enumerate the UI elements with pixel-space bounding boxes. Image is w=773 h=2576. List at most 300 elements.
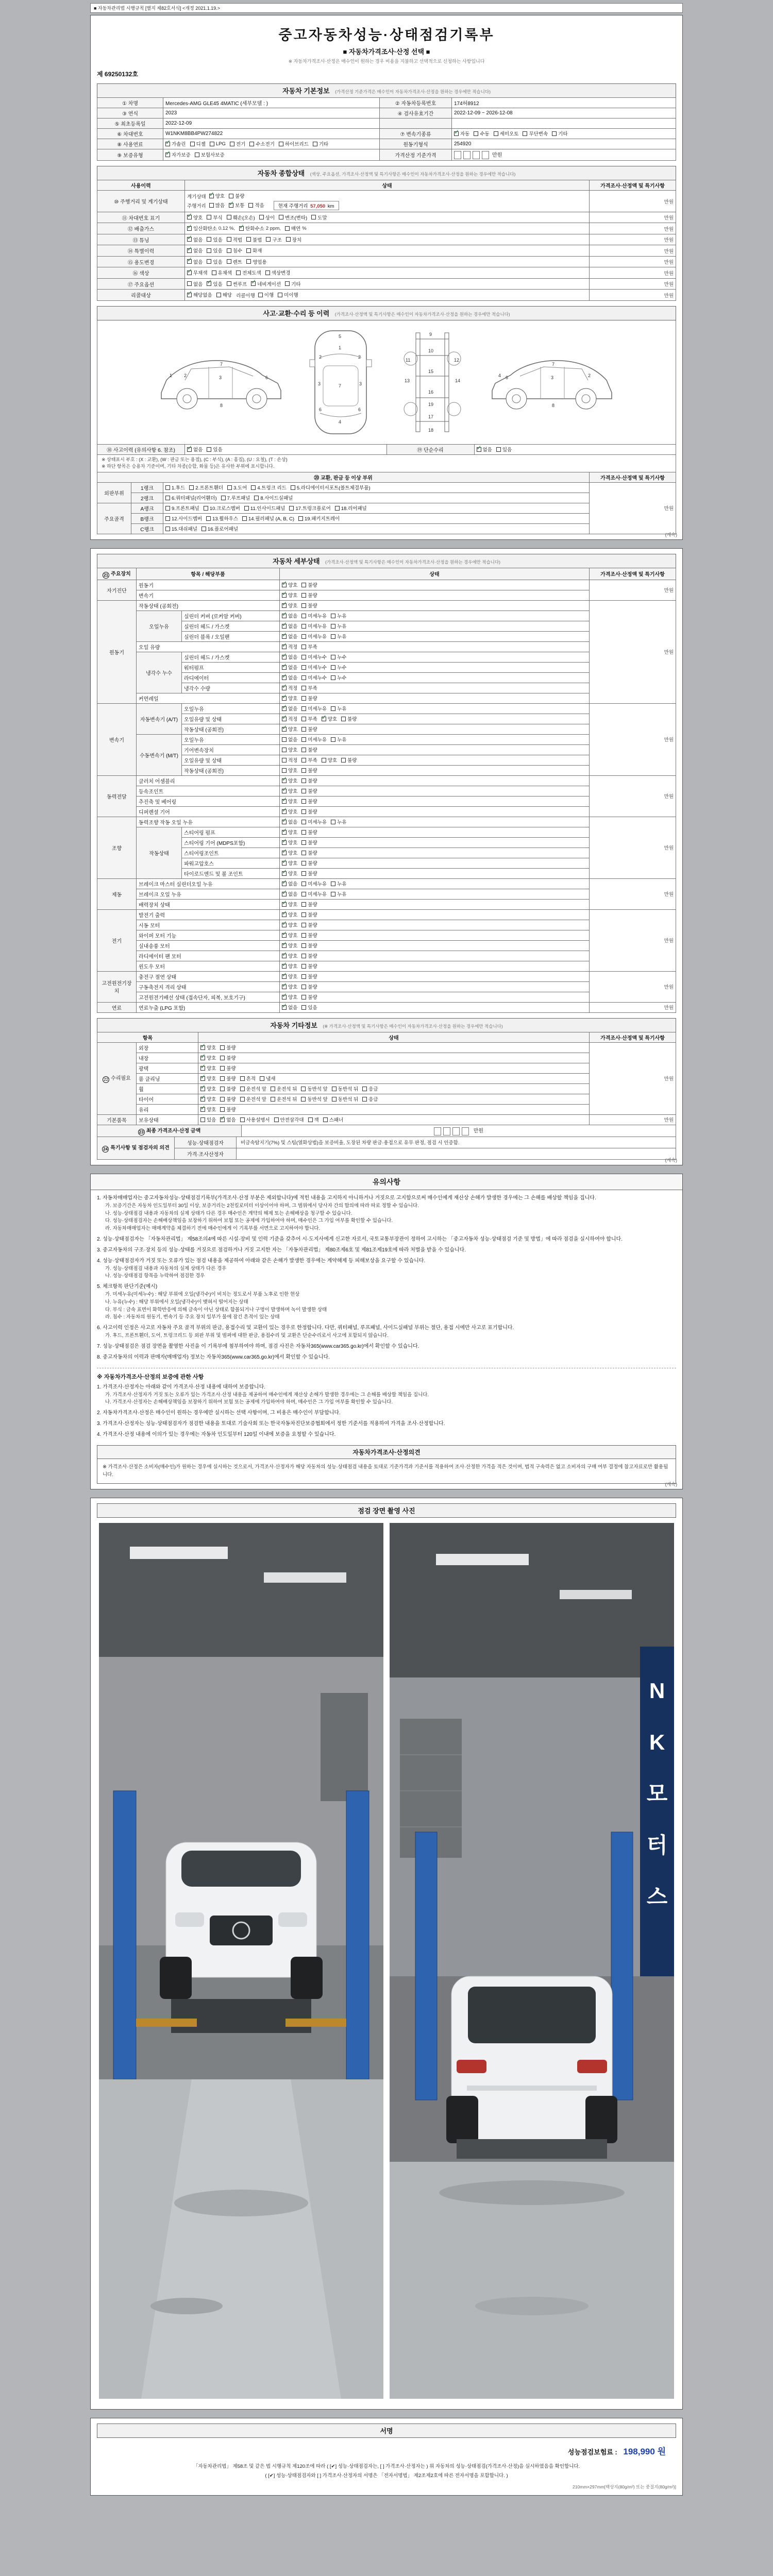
checkbox-option[interactable] <box>195 151 225 158</box>
checkbox-unchecked[interactable] <box>282 768 287 773</box>
checkbox-unchecked[interactable] <box>323 1117 328 1122</box>
checkbox-unchecked[interactable] <box>301 778 306 783</box>
checkbox-unchecked[interactable] <box>301 727 306 732</box>
checkbox-option[interactable] <box>474 130 489 137</box>
checkbox-option[interactable] <box>282 653 297 660</box>
checkbox-unchecked[interactable] <box>301 892 306 896</box>
checkbox-option[interactable] <box>248 201 264 209</box>
checkbox-option[interactable] <box>301 664 327 671</box>
checkbox-unchecked[interactable] <box>220 1045 225 1050</box>
checkbox-unchecked[interactable] <box>227 485 232 490</box>
checkbox-unchecked[interactable] <box>165 516 170 521</box>
checkbox-unchecked[interactable] <box>301 912 306 917</box>
checkbox-checked[interactable]: ✓ <box>187 267 193 275</box>
checkbox-unchecked[interactable] <box>220 1097 225 1101</box>
checkbox-unchecked[interactable] <box>301 954 306 958</box>
checkbox-unchecked[interactable] <box>301 923 306 927</box>
checkbox-checked[interactable]: ✓ <box>282 940 288 947</box>
checkbox-unchecked[interactable] <box>220 1066 225 1071</box>
checkbox-option[interactable] <box>301 1004 317 1011</box>
checkbox-option[interactable] <box>301 808 317 815</box>
checkbox-option[interactable] <box>187 214 203 221</box>
checkbox-option[interactable] <box>278 291 298 298</box>
checkbox-checked[interactable]: ✓ <box>282 620 288 628</box>
checkbox-unchecked[interactable] <box>311 215 316 219</box>
checkbox-checked[interactable]: ✓ <box>282 631 288 638</box>
checkbox-option[interactable] <box>301 705 327 712</box>
checkbox-option[interactable] <box>331 664 346 671</box>
checkbox-unchecked[interactable] <box>190 142 195 146</box>
checkbox-option[interactable] <box>229 201 244 209</box>
checkbox-checked[interactable]: ✓ <box>282 857 288 865</box>
checkbox-option[interactable] <box>207 247 222 254</box>
checkbox-checked[interactable]: ✓ <box>282 682 288 690</box>
checkbox-checked[interactable]: ✓ <box>282 991 288 999</box>
checkbox-checked[interactable]: ✓ <box>282 868 288 875</box>
checkbox-checked[interactable]: ✓ <box>187 234 193 242</box>
checkbox-option[interactable] <box>282 787 297 794</box>
checkbox-unchecked[interactable] <box>332 1087 337 1091</box>
checkbox-unchecked[interactable] <box>496 447 501 452</box>
checkbox-unchecked[interactable] <box>301 614 306 618</box>
checkbox-option[interactable] <box>301 694 317 702</box>
checkbox-unchecked[interactable] <box>230 142 234 146</box>
checkbox-option[interactable] <box>301 921 317 928</box>
checkbox-unchecked[interactable] <box>249 142 254 146</box>
checkbox-unchecked[interactable] <box>331 820 335 824</box>
checkbox-unchecked[interactable] <box>301 882 306 886</box>
checkbox-checked[interactable]: ✓ <box>282 826 288 834</box>
checkbox-option[interactable] <box>301 1085 327 1092</box>
checkbox-unchecked[interactable] <box>362 1087 367 1091</box>
checkbox-option[interactable] <box>301 870 317 877</box>
checkbox-option[interactable] <box>282 705 297 712</box>
checkbox-unchecked[interactable] <box>209 203 214 208</box>
checkbox-option[interactable] <box>200 1064 216 1072</box>
checkbox-unchecked[interactable] <box>216 293 221 297</box>
checkbox-unchecked[interactable] <box>474 131 478 136</box>
checkbox-option[interactable] <box>301 736 327 743</box>
checkbox-option[interactable] <box>301 591 317 599</box>
checkbox-option[interactable] <box>301 612 327 619</box>
checkbox-option[interactable] <box>282 849 297 856</box>
checkbox-option[interactable] <box>227 247 242 254</box>
checkbox-option[interactable] <box>552 130 567 137</box>
checkbox-option[interactable] <box>240 1085 266 1092</box>
checkbox-option[interactable] <box>282 880 297 887</box>
checkbox-unchecked[interactable] <box>279 142 283 146</box>
checkbox-option[interactable] <box>206 515 238 522</box>
checkbox-unchecked[interactable] <box>494 131 498 136</box>
checkbox-unchecked[interactable] <box>210 142 214 146</box>
checkbox-option[interactable] <box>301 653 327 660</box>
checkbox-checked[interactable]: ✓ <box>165 138 171 146</box>
checkbox-unchecked[interactable] <box>331 624 335 629</box>
checkbox-unchecked[interactable] <box>331 706 335 711</box>
checkbox-checked[interactable]: ✓ <box>209 190 214 198</box>
checkbox-unchecked[interactable] <box>227 215 231 219</box>
checkbox-checked[interactable]: ✓ <box>282 950 288 958</box>
checkbox-option[interactable] <box>204 504 240 512</box>
checkbox-option[interactable] <box>282 983 297 990</box>
checkbox-unchecked[interactable] <box>301 871 306 876</box>
checkbox-checked[interactable]: ✓ <box>282 837 288 844</box>
checkbox-option[interactable] <box>331 705 346 712</box>
checkbox-option[interactable] <box>282 993 297 1001</box>
checkbox-option[interactable] <box>249 140 275 147</box>
checkbox-option[interactable] <box>301 674 327 681</box>
checkbox-unchecked[interactable] <box>298 516 303 521</box>
checkbox-unchecked[interactable] <box>341 758 346 762</box>
checkbox-option[interactable] <box>301 901 317 908</box>
checkbox-option[interactable] <box>190 140 206 147</box>
checkbox-checked[interactable]: ✓ <box>454 128 460 135</box>
checkbox-unchecked[interactable] <box>227 281 231 286</box>
checkbox-option[interactable] <box>200 1106 216 1113</box>
checkbox-option[interactable] <box>301 818 327 825</box>
checkbox-option[interactable] <box>454 130 469 137</box>
checkbox-unchecked[interactable] <box>331 655 335 659</box>
checkbox-option[interactable] <box>308 1116 319 1123</box>
checkbox-option[interactable] <box>301 602 317 609</box>
checkbox-option[interactable] <box>187 446 203 453</box>
checkbox-checked[interactable]: ✓ <box>187 245 193 252</box>
checkbox-option[interactable] <box>246 236 262 243</box>
checkbox-option[interactable] <box>187 225 235 232</box>
checkbox-option[interactable] <box>282 746 297 753</box>
checkbox-option[interactable] <box>282 725 297 733</box>
checkbox-checked[interactable]: ✓ <box>282 600 288 607</box>
checkbox-checked[interactable]: ✓ <box>165 149 171 157</box>
checkbox-checked[interactable]: ✓ <box>282 713 288 721</box>
checkbox-option[interactable] <box>494 130 519 137</box>
checkbox-unchecked[interactable] <box>301 943 306 948</box>
checkbox-checked[interactable]: ✓ <box>282 816 288 824</box>
checkbox-option[interactable] <box>239 225 281 232</box>
checkbox-option[interactable] <box>301 581 317 588</box>
checkbox-unchecked[interactable] <box>265 270 270 275</box>
checkbox-unchecked[interactable] <box>301 748 306 752</box>
checkbox-unchecked[interactable] <box>331 892 335 896</box>
checkbox-option[interactable] <box>282 962 297 970</box>
checkbox-option[interactable] <box>200 1075 216 1082</box>
checkbox-option[interactable] <box>274 1116 304 1123</box>
checkbox-unchecked[interactable] <box>212 270 216 275</box>
checkbox-checked[interactable]: ✓ <box>200 1073 206 1080</box>
checkbox-option[interactable] <box>227 236 242 243</box>
checkbox-checked[interactable]: ✓ <box>321 713 327 721</box>
checkbox-option[interactable] <box>282 921 297 928</box>
checkbox-unchecked[interactable] <box>206 516 211 521</box>
checkbox-option[interactable] <box>322 756 337 764</box>
checkbox-option[interactable] <box>332 1085 358 1092</box>
checkbox-option[interactable] <box>301 952 317 959</box>
checkbox-unchecked[interactable] <box>301 655 306 659</box>
checkbox-unchecked[interactable] <box>221 496 226 500</box>
checkbox-checked[interactable]: ✓ <box>187 212 193 219</box>
checkbox-checked[interactable]: ✓ <box>187 289 193 297</box>
checkbox-unchecked[interactable] <box>301 1097 306 1101</box>
checkbox-checked[interactable]: ✓ <box>220 1114 226 1122</box>
checkbox-option[interactable] <box>246 258 267 265</box>
checkbox-unchecked[interactable] <box>308 1117 313 1122</box>
checkbox-option[interactable] <box>220 1095 236 1103</box>
checkbox-unchecked[interactable] <box>271 1087 275 1091</box>
checkbox-unchecked[interactable] <box>301 809 306 814</box>
checkbox-unchecked[interactable] <box>523 131 527 136</box>
checkbox-option[interactable] <box>301 880 327 887</box>
checkbox-option[interactable] <box>331 622 346 630</box>
checkbox-option[interactable] <box>301 633 327 640</box>
checkbox-option[interactable] <box>240 1095 266 1103</box>
checkbox-checked[interactable]: ✓ <box>282 610 288 618</box>
checkbox-unchecked[interactable] <box>301 665 306 670</box>
checkbox-option[interactable] <box>212 269 232 276</box>
checkbox-option[interactable] <box>165 140 186 147</box>
checkbox-unchecked[interactable] <box>301 1087 306 1091</box>
checkbox-option[interactable] <box>240 1075 256 1082</box>
checkbox-option[interactable] <box>335 504 367 512</box>
checkbox-checked[interactable]: ✓ <box>282 1002 288 1009</box>
checkbox-option[interactable] <box>210 141 226 147</box>
checkbox-option[interactable] <box>266 236 281 243</box>
checkbox-option[interactable] <box>282 602 297 609</box>
checkbox-option[interactable] <box>165 151 191 158</box>
checkbox-option[interactable] <box>220 1085 236 1092</box>
checkbox-unchecked[interactable] <box>301 974 306 979</box>
checkbox-option[interactable] <box>301 942 317 949</box>
checkbox-option[interactable] <box>187 247 203 254</box>
checkbox-checked[interactable]: ✓ <box>282 723 288 731</box>
checkbox-unchecked[interactable] <box>301 902 306 907</box>
checkbox-unchecked[interactable] <box>301 593 306 598</box>
checkbox-option[interactable] <box>282 684 297 691</box>
checkbox-unchecked[interactable] <box>285 281 290 286</box>
checkbox-unchecked[interactable] <box>278 293 282 297</box>
checkbox-option[interactable] <box>301 828 317 836</box>
checkbox-unchecked[interactable] <box>301 634 306 639</box>
checkbox-option[interactable] <box>301 756 317 764</box>
checkbox-option[interactable] <box>236 269 261 276</box>
checkbox-checked[interactable]: ✓ <box>282 878 288 886</box>
checkbox-checked[interactable]: ✓ <box>282 919 288 927</box>
checkbox-option[interactable] <box>201 525 238 532</box>
checkbox-option[interactable] <box>331 736 346 743</box>
checkbox-checked[interactable]: ✓ <box>200 1083 206 1091</box>
checkbox-checked[interactable]: ✓ <box>282 775 288 783</box>
checkbox-unchecked[interactable] <box>279 215 283 219</box>
checkbox-unchecked[interactable] <box>301 624 306 629</box>
checkbox-unchecked[interactable] <box>204 506 208 511</box>
checkbox-unchecked[interactable] <box>301 995 306 999</box>
checkbox-checked[interactable]: ✓ <box>282 662 288 669</box>
checkbox-unchecked[interactable] <box>301 1005 306 1010</box>
checkbox-checked[interactable]: ✓ <box>282 795 288 803</box>
checkbox-option[interactable] <box>301 767 317 774</box>
checkbox-option[interactable] <box>227 258 242 265</box>
checkbox-unchecked[interactable] <box>301 706 306 711</box>
checkbox-checked[interactable]: ✓ <box>239 223 245 230</box>
checkbox-checked[interactable]: ✓ <box>187 223 193 230</box>
checkbox-option[interactable] <box>216 291 232 298</box>
checkbox-unchecked[interactable] <box>258 293 263 297</box>
checkbox-unchecked[interactable] <box>240 1076 245 1081</box>
checkbox-checked[interactable]: ✓ <box>282 960 288 968</box>
checkbox-option[interactable] <box>301 622 327 630</box>
checkbox-option[interactable] <box>220 1116 236 1123</box>
checkbox-option[interactable] <box>301 777 317 784</box>
checkbox-option[interactable] <box>523 130 548 137</box>
checkbox-unchecked[interactable] <box>332 1097 337 1101</box>
checkbox-option[interactable] <box>282 870 297 877</box>
checkbox-unchecked[interactable] <box>220 1107 225 1112</box>
checkbox-option[interactable] <box>209 192 225 199</box>
checkbox-option[interactable] <box>301 643 317 650</box>
checkbox-unchecked[interactable] <box>362 1097 367 1101</box>
checkbox-option[interactable] <box>301 849 317 856</box>
checkbox-checked[interactable]: ✓ <box>187 256 193 264</box>
checkbox-option[interactable] <box>221 494 250 501</box>
checkbox-unchecked[interactable] <box>240 1097 245 1101</box>
checkbox-option[interactable] <box>227 280 247 287</box>
checkbox-option[interactable] <box>260 1075 275 1082</box>
checkbox-unchecked[interactable] <box>301 603 306 608</box>
checkbox-option[interactable] <box>207 214 222 221</box>
checkbox-option[interactable] <box>282 911 297 918</box>
checkbox-checked[interactable]: ✓ <box>282 651 288 659</box>
checkbox-option[interactable] <box>227 484 247 491</box>
checkbox-unchecked[interactable] <box>301 645 306 649</box>
checkbox-option[interactable] <box>282 931 297 939</box>
checkbox-checked[interactable]: ✓ <box>207 278 212 286</box>
checkbox-option[interactable] <box>331 890 346 897</box>
checkbox-unchecked[interactable] <box>207 237 211 242</box>
checkbox-option[interactable] <box>282 674 297 681</box>
checkbox-option[interactable] <box>332 1095 358 1103</box>
checkbox-option[interactable] <box>282 664 297 671</box>
checkbox-unchecked[interactable] <box>165 506 170 511</box>
checkbox-option[interactable] <box>282 808 297 815</box>
checkbox-option[interactable] <box>311 214 327 221</box>
checkbox-checked[interactable]: ✓ <box>282 981 288 989</box>
checkbox-unchecked[interactable] <box>286 237 291 242</box>
checkbox-checked[interactable]: ✓ <box>282 672 288 680</box>
checkbox-option[interactable] <box>341 715 357 722</box>
checkbox-unchecked[interactable] <box>220 1056 225 1060</box>
checkbox-unchecked[interactable] <box>301 799 306 804</box>
checkbox-checked[interactable]: ✓ <box>282 589 288 597</box>
checkbox-option[interactable] <box>209 201 225 209</box>
checkbox-option[interactable] <box>187 291 212 298</box>
checkbox-unchecked[interactable] <box>251 485 256 490</box>
checkbox-unchecked[interactable] <box>246 237 251 242</box>
checkbox-option[interactable] <box>271 1085 297 1092</box>
checkbox-unchecked[interactable] <box>187 281 192 286</box>
checkbox-checked[interactable]: ✓ <box>282 785 288 793</box>
checkbox-option[interactable] <box>282 952 297 959</box>
checkbox-option[interactable] <box>285 280 300 287</box>
checkbox-unchecked[interactable] <box>331 665 335 670</box>
checkbox-option[interactable] <box>298 515 340 522</box>
checkbox-option[interactable] <box>331 612 346 619</box>
checkbox-option[interactable] <box>187 269 208 276</box>
checkbox-unchecked[interactable] <box>227 259 231 264</box>
checkbox-checked[interactable]: ✓ <box>282 909 288 917</box>
checkbox-option[interactable] <box>282 973 297 980</box>
checkbox-unchecked[interactable] <box>335 506 340 511</box>
checkbox-option[interactable] <box>282 767 297 774</box>
checkbox-option[interactable] <box>301 684 317 691</box>
checkbox-unchecked[interactable] <box>331 882 335 886</box>
checkbox-option[interactable] <box>496 446 512 453</box>
checkbox-unchecked[interactable] <box>254 496 259 500</box>
checkbox-option[interactable] <box>220 1075 236 1082</box>
checkbox-option[interactable] <box>301 725 317 733</box>
checkbox-unchecked[interactable] <box>301 789 306 793</box>
checkbox-option[interactable] <box>331 880 346 887</box>
checkbox-unchecked[interactable] <box>322 758 326 762</box>
checkbox-checked[interactable]: ✓ <box>282 888 288 896</box>
checkbox-option[interactable] <box>282 643 297 650</box>
checkbox-unchecked[interactable] <box>301 840 306 845</box>
checkbox-option[interactable] <box>282 890 297 897</box>
checkbox-checked[interactable]: ✓ <box>282 847 288 855</box>
checkbox-unchecked[interactable] <box>248 203 253 208</box>
checkbox-option[interactable] <box>189 484 223 491</box>
checkbox-checked[interactable]: ✓ <box>200 1104 206 1111</box>
checkbox-option[interactable] <box>282 756 297 764</box>
checkbox-option[interactable] <box>207 446 222 453</box>
checkbox-option[interactable] <box>244 504 285 512</box>
checkbox-checked[interactable]: ✓ <box>229 199 234 207</box>
checkbox-option[interactable] <box>265 269 291 276</box>
checkbox-option[interactable] <box>301 1095 327 1103</box>
checkbox-option[interactable] <box>230 140 245 147</box>
checkbox-unchecked[interactable] <box>165 496 170 500</box>
checkbox-unchecked[interactable] <box>259 215 264 219</box>
checkbox-option[interactable] <box>207 280 222 287</box>
checkbox-unchecked[interactable] <box>341 717 346 721</box>
checkbox-unchecked[interactable] <box>331 737 335 742</box>
checkbox-unchecked[interactable] <box>227 248 231 253</box>
checkbox-option[interactable] <box>301 931 317 939</box>
checkbox-option[interactable] <box>165 504 199 512</box>
checkbox-option[interactable] <box>362 1095 378 1103</box>
checkbox-unchecked[interactable] <box>301 861 306 866</box>
checkbox-checked[interactable]: ✓ <box>282 692 288 700</box>
checkbox-option[interactable] <box>301 746 317 753</box>
checkbox-option[interactable] <box>282 942 297 949</box>
checkbox-unchecked[interactable] <box>165 485 170 490</box>
checkbox-option[interactable] <box>282 715 297 722</box>
checkbox-unchecked[interactable] <box>282 758 287 762</box>
checkbox-unchecked[interactable] <box>331 675 335 680</box>
checkbox-option[interactable] <box>200 1116 216 1123</box>
checkbox-option[interactable] <box>259 214 275 221</box>
checkbox-unchecked[interactable] <box>301 675 306 680</box>
checkbox-option[interactable] <box>242 515 294 522</box>
checkbox-unchecked[interactable] <box>331 614 335 618</box>
checkbox-unchecked[interactable] <box>220 1076 225 1081</box>
checkbox-option[interactable] <box>282 622 297 630</box>
checkbox-option[interactable] <box>165 515 202 522</box>
checkbox-option[interactable] <box>477 446 492 453</box>
checkbox-unchecked[interactable] <box>274 1117 279 1122</box>
checkbox-checked[interactable]: ✓ <box>282 579 288 587</box>
checkbox-unchecked[interactable] <box>229 194 233 198</box>
checkbox-unchecked[interactable] <box>331 634 335 639</box>
checkbox-option[interactable] <box>282 612 297 619</box>
